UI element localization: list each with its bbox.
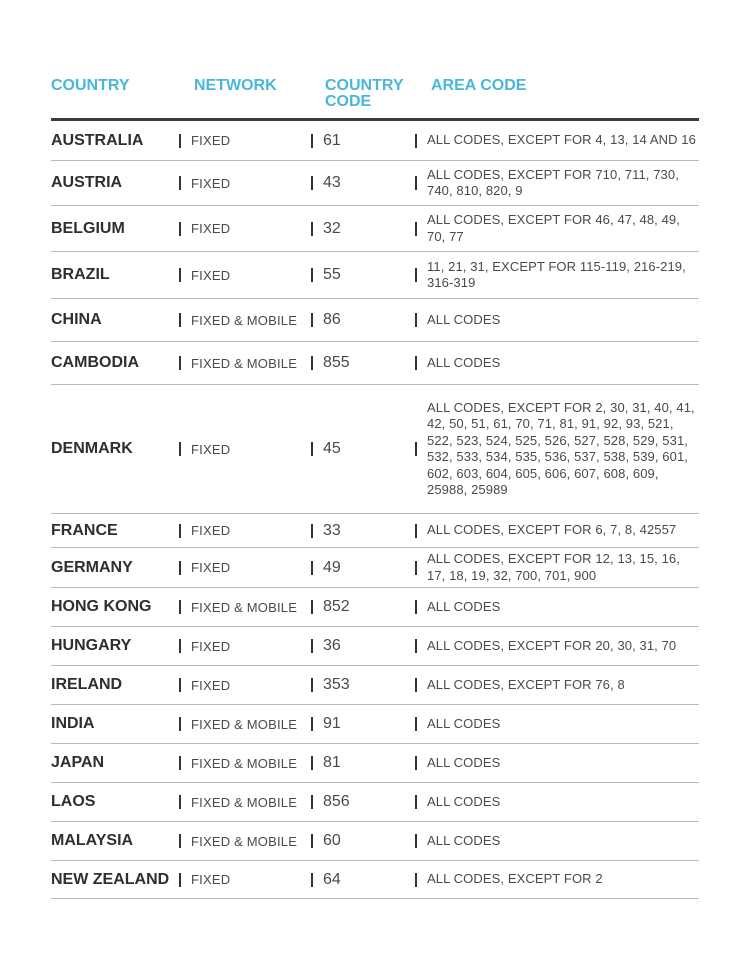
separator-bar <box>415 356 417 370</box>
header-country: COUNTRY <box>51 77 130 94</box>
country-code: 852 <box>323 598 350 615</box>
network-type: FIXED <box>191 523 231 538</box>
header-network: NETWORK <box>194 77 277 94</box>
table-row <box>51 385 699 514</box>
separator-bar <box>179 442 181 456</box>
separator-bar <box>179 678 181 692</box>
separator-bar <box>179 561 181 575</box>
area-codes: ALL CODES <box>427 793 501 809</box>
separator-bar <box>311 834 313 848</box>
separator-bar <box>311 524 313 538</box>
country-name: IRELAND <box>51 676 123 693</box>
network-type: FIXED & MOBILE <box>191 599 298 615</box>
separator-bar <box>311 600 313 614</box>
separator-bar <box>311 176 313 190</box>
separator-bar <box>311 222 313 236</box>
separator-bar <box>179 873 181 887</box>
separator-bar <box>311 795 313 809</box>
country-code: 61 <box>323 131 341 149</box>
country-name: CAMBODIA <box>51 354 139 371</box>
table-row <box>51 666 699 705</box>
table-row <box>51 299 699 342</box>
table-row <box>51 342 699 385</box>
separator-bar <box>179 639 181 653</box>
country-code: 855 <box>323 354 350 371</box>
separator-bar <box>311 678 313 692</box>
network-type: FIXED <box>191 677 231 693</box>
area-codes: ALL CODES, EXCEPT FOR 2 <box>427 871 603 887</box>
area-codes: ALL CODES, EXCEPT FOR 76, 8 <box>427 676 625 692</box>
area-codes: ALL CODES, EXCEPT FOR 12, 13, 15, 16, 17, 18, 19, 32, 700, 701, 900 <box>427 551 680 583</box>
separator-bar <box>311 356 313 370</box>
separator-bar <box>311 313 313 327</box>
separator-bar <box>179 176 181 190</box>
separator-bar <box>179 600 181 614</box>
area-codes: ALL CODES, EXCEPT FOR 2, 30, 31, 40, 41, 42, 50, 51, 61, 70, 71, 81, 91, 92, 93, 521, 522, 523, 524, 525, 526, 527, 528, 529, 531, 532, 533, 534, 535, 536, 537, 538, 539, 601, 602, 603, 604, 605, 606, 607, 608, 609, 25988, 25989 <box>427 399 695 497</box>
network-type: FIXED <box>191 441 231 457</box>
network-type: FIXED & MOBILE <box>191 794 298 810</box>
country-code: 43 <box>323 174 341 191</box>
country-name: JAPAN <box>51 754 105 771</box>
country-name: LAOS <box>51 793 96 810</box>
separator-bar <box>311 561 313 575</box>
table-row <box>51 548 699 588</box>
area-codes: ALL CODES <box>427 354 501 370</box>
table-row <box>51 783 699 822</box>
separator-bar <box>415 756 417 770</box>
network-type: FIXED & MOBILE <box>191 755 298 771</box>
country-code: 60 <box>323 832 341 849</box>
separator-bar <box>415 268 417 282</box>
country-code: 353 <box>323 676 350 693</box>
country-code: 36 <box>323 637 341 654</box>
area-codes: ALL CODES <box>427 598 501 614</box>
network-type: FIXED & MOBILE <box>191 833 298 849</box>
table-row <box>51 627 699 666</box>
table-row <box>51 861 699 899</box>
country-name: BELGIUM <box>51 219 125 237</box>
table-row <box>51 822 699 861</box>
separator-bar <box>311 873 313 887</box>
country-code: 33 <box>323 521 341 539</box>
separator-bar <box>179 524 181 538</box>
table-header <box>51 76 699 120</box>
country-name: HONG KONG <box>51 598 152 615</box>
country-code: 45 <box>323 440 341 457</box>
country-code: 81 <box>323 754 341 771</box>
separator-bar <box>179 356 181 370</box>
separator-bar <box>179 134 181 148</box>
separator-bar <box>311 639 313 653</box>
country-name: FRANCE <box>51 521 118 539</box>
country-name: GERMANY <box>51 558 133 576</box>
header-country-code-line1: COUNTRY <box>325 77 404 94</box>
separator-bar <box>415 678 417 692</box>
separator-bar <box>415 834 417 848</box>
separator-bar <box>311 717 313 731</box>
network-type: FIXED <box>191 560 231 575</box>
country-code: 64 <box>323 870 341 888</box>
area-codes: ALL CODES, EXCEPT FOR 46, 47, 48, 49, 70, 77 <box>427 212 680 244</box>
separator-bar <box>415 222 417 236</box>
country-name: CHINA <box>51 311 102 328</box>
table-row <box>51 161 699 206</box>
table-row <box>51 206 699 252</box>
area-codes: ALL CODES <box>427 754 501 770</box>
separator-bar <box>415 134 417 148</box>
network-type: FIXED & MOBILE <box>191 716 298 732</box>
table-body <box>51 121 699 899</box>
area-codes: 11, 21, 31, EXCEPT FOR 115-119, 216-219, 316-319 <box>427 258 686 290</box>
network-type: FIXED <box>191 133 231 148</box>
separator-bar <box>415 561 417 575</box>
country-code: 856 <box>323 793 350 810</box>
country-name: DENMARK <box>51 440 133 457</box>
country-code: 55 <box>323 266 341 283</box>
separator-bar <box>179 268 181 282</box>
country-code: 32 <box>323 219 341 237</box>
country-name: INDIA <box>51 715 95 732</box>
table-row <box>51 121 699 161</box>
country-name: AUSTRIA <box>51 174 123 191</box>
country-code: 86 <box>323 311 341 328</box>
network-type: FIXED <box>191 638 231 654</box>
separator-bar <box>179 795 181 809</box>
separator-bar <box>179 222 181 236</box>
separator-bar <box>311 756 313 770</box>
header-area-code: AREA CODE <box>431 77 527 94</box>
country-name: HUNGARY <box>51 637 132 654</box>
separator-bar <box>311 442 313 456</box>
separator-bar <box>311 134 313 148</box>
separator-bar <box>415 600 417 614</box>
network-type: FIXED & MOBILE <box>191 312 298 328</box>
table-row <box>51 514 699 548</box>
network-type: FIXED <box>191 221 231 236</box>
separator-bar <box>179 717 181 731</box>
area-codes: ALL CODES, EXCEPT FOR 6, 7, 8, 42557 <box>427 522 677 538</box>
separator-bar <box>415 639 417 653</box>
separator-bar <box>179 834 181 848</box>
area-codes: ALL CODES, EXCEPT FOR 20, 30, 31, 70 <box>427 637 677 653</box>
country-code: 91 <box>323 715 341 732</box>
separator-bar <box>415 717 417 731</box>
country-name: MALAYSIA <box>51 832 134 849</box>
network-type: FIXED <box>191 175 231 191</box>
table-row <box>51 588 699 627</box>
table-row <box>51 705 699 744</box>
country-name: BRAZIL <box>51 266 110 283</box>
area-codes: ALL CODES <box>427 715 501 731</box>
area-codes: ALL CODES, EXCEPT FOR 4, 13, 14 AND 16 <box>427 132 696 148</box>
country-code: 49 <box>323 558 341 576</box>
network-type: FIXED <box>191 872 231 887</box>
header-country-code-line2: CODE <box>325 93 372 110</box>
separator-bar <box>415 795 417 809</box>
country-name: AUSTRALIA <box>51 131 144 149</box>
separator-bar <box>415 442 417 456</box>
country-name: NEW ZEALAND <box>51 870 170 888</box>
separator-bar <box>415 176 417 190</box>
network-type: FIXED <box>191 267 231 283</box>
separator-bar <box>415 524 417 538</box>
area-codes: ALL CODES <box>427 832 501 848</box>
separator-bar <box>311 268 313 282</box>
area-codes: ALL CODES, EXCEPT FOR 710, 711, 730, 740, 810, 820, 9 <box>427 166 679 198</box>
table-row <box>51 252 699 299</box>
area-codes: ALL CODES <box>427 311 501 327</box>
separator-bar <box>415 313 417 327</box>
table-row <box>51 744 699 783</box>
separator-bar <box>415 873 417 887</box>
network-type: FIXED & MOBILE <box>191 355 298 371</box>
separator-bar <box>179 756 181 770</box>
header-country-code <box>325 78 425 110</box>
separator-bar <box>179 313 181 327</box>
